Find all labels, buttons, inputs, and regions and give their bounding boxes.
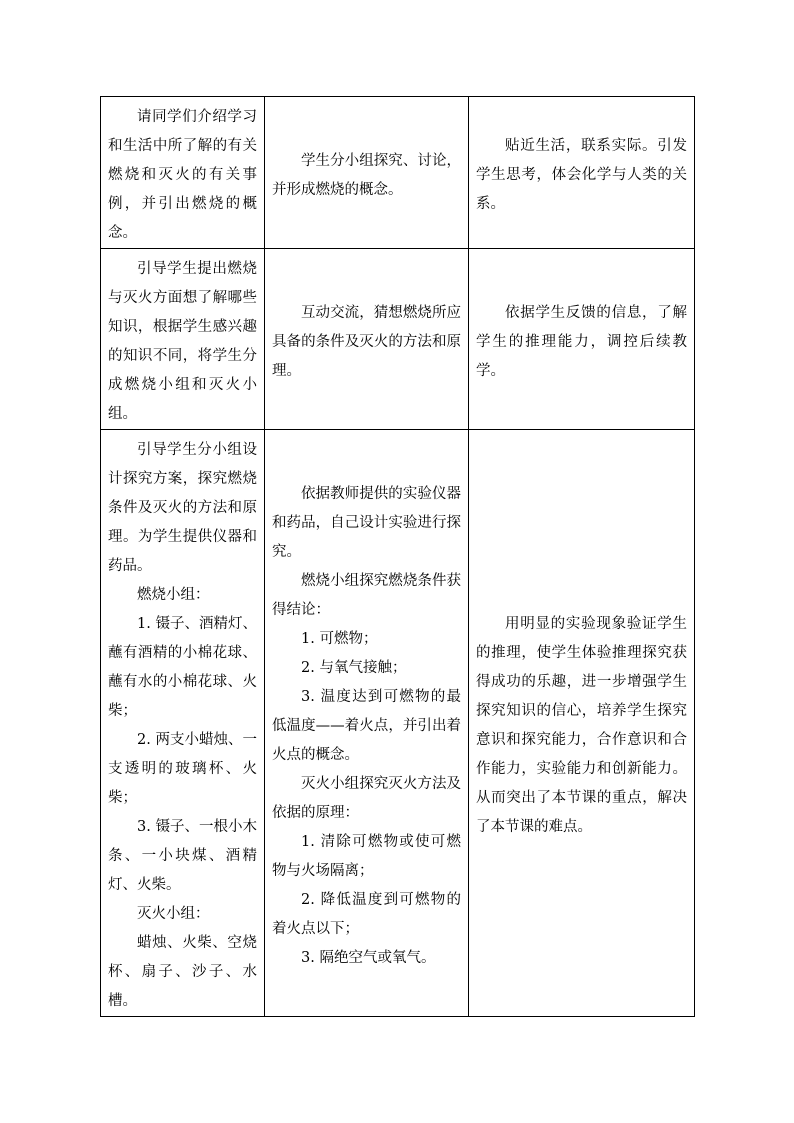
- list-item: 2. 两支小蜡烛、一支透明的玻璃杯、火柴；: [108, 732, 257, 806]
- table-row: [101, 249, 695, 430]
- teacher-activity-cell: [101, 97, 265, 249]
- lesson-plan-table: [100, 96, 695, 1017]
- group-heading: 灭火小组：: [137, 906, 210, 922]
- list-item: 蜡烛、火柴、空烧杯、扇子、沙子、水槽。: [108, 935, 257, 1009]
- list-item: 1. 可燃物；: [301, 630, 378, 647]
- design-intent-cell: [469, 97, 695, 249]
- list-item: 3. 隔绝空气或氧气。: [301, 949, 436, 966]
- group-heading: 燃烧小组：: [137, 587, 210, 603]
- teacher-activity-cell: [101, 430, 265, 1017]
- list-item: 2. 与氧气接触；: [301, 659, 407, 676]
- paragraph: 请同学们介绍学习和生活中所了解的有关燃烧和灭火的有关事例，并引出燃烧的概念。: [108, 109, 257, 241]
- list-item: 1. 清除可燃物或使可燃物与火场隔离；: [272, 833, 461, 879]
- paragraph: 灭火小组探究灭火方法及依据的原理：: [272, 775, 461, 821]
- student-activity-cell: [265, 249, 469, 430]
- paragraph: 引导学生分小组设计探究方案，探究燃烧条件及灭火的方法和原理。为学生提供仪器和药品。: [108, 442, 257, 574]
- design-intent-cell: [469, 249, 695, 430]
- list-item: 3. 镊子、一根小木条、一小块煤、酒精灯、火柴。: [108, 819, 257, 893]
- paragraph: 学生分小组探究、讨论，并形成燃烧的概念。: [272, 152, 461, 198]
- table-row: [101, 430, 695, 1017]
- paragraph: 用明显的实验现象验证学生的推理，使学生体验推理探究获得成功的乐趣，进一步增强学生探究知识的信心，培养学生探究意识和探究能力，合作意识和合作能力，实验能力和创新能力。从而突出了本节课的重点，解决了本节课的难点。: [476, 616, 687, 835]
- paragraph: 依据学生反馈的信息，了解学生的推理能力，调控后续教学。: [476, 304, 687, 379]
- teacher-activity-cell: [101, 249, 265, 430]
- paragraph: 互动交流，猜想燃烧所应具备的条件及灭火的方法和原理。: [272, 304, 461, 379]
- paragraph: 依据教师提供的实验仪器和药品，自己设计实验进行探究。: [272, 485, 461, 560]
- paragraph: 引导学生提出燃烧与灭火方面想了解哪些知识，根据学生感兴趣的知识不同，将学生分成燃烧小组和灭火小组。: [108, 261, 257, 422]
- paragraph: 燃烧小组探究燃烧条件获得结论：: [272, 572, 461, 618]
- list-item: 1. 镊子、酒精灯、蘸有酒精的小棉花球、蘸有水的小棉花球、火柴；: [108, 616, 257, 719]
- paragraph: 贴近生活，联系实际。引发学生思考，体会化学与人类的关系。: [476, 138, 687, 212]
- list-item: 2. 降低温度到可燃物的着火点以下；: [272, 891, 461, 937]
- table-row: [101, 97, 695, 249]
- student-activity-cell: [265, 430, 469, 1017]
- design-intent-cell: [469, 430, 695, 1017]
- student-activity-cell: [265, 97, 469, 249]
- list-item: 3. 温度达到可燃物的最低温度——着火点，并引出着火点的概念。: [272, 688, 461, 763]
